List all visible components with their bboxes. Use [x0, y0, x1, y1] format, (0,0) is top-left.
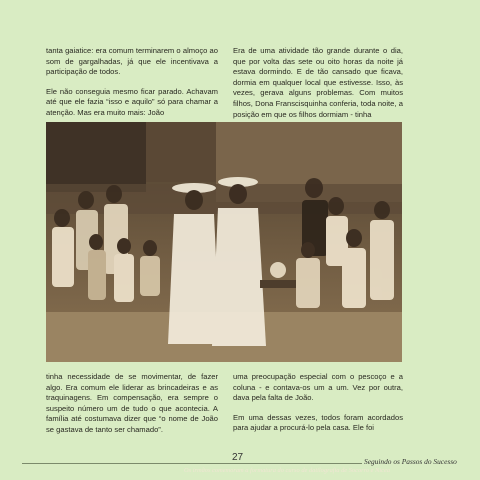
- photo-caption: Os irmãos comemoram a formatura do curso de datilografia de Socorro e Nicea: [184, 467, 391, 474]
- text-column-bottom-right: [233, 372, 403, 443]
- paragraph: Era de uma atividade tão grande durante o dia, que por volta das sete ou oito horas da noite já estava dormindo. E de tão cansado que ficava, dormia em qualquer local que estivesse. Isso, às vezes, gerava alguns problemas. Com muitos filhos, Dona Franscisquinha conferia, toda noite, a posição em que os filhos dormiam - tinha: [233, 46, 403, 119]
- text-column-top-right: [233, 46, 403, 129]
- footer-rule: [22, 463, 362, 464]
- family-photo-illustration: [46, 122, 402, 362]
- paragraph: tinha necessidade de se movimentar, de fazer algo. Era comum ele liderar as brincadeiras e as traquinagens. Em compensação, era sempre o suspeito número um de tudo o que acontecia. A família até costumava dizer que “o nome de João se gastava de tanto ser chamado”.: [46, 372, 218, 434]
- running-head: Seguindo os Passos do Sucesso: [364, 457, 457, 466]
- paragraph: uma preocupação especial com o pescoço e a coluna - e contava-os um a um. Vez por outra, dava pela falta de João.: [233, 372, 403, 403]
- text-column-bottom-left: [46, 372, 218, 445]
- page-number: 27: [232, 452, 244, 463]
- text-column-top-left: [46, 46, 218, 128]
- paragraph: tanta gaiatice: era comum terminarem o almoço ao som de gargalhadas, já que ele incentivava a participação de todos.: [46, 46, 218, 77]
- paragraph: Em uma dessas vezes, todos foram acordados para ajudar a procurá-lo pela casa. Ele foi: [233, 412, 403, 433]
- paragraph: Ele não conseguia mesmo ficar parado. Achavam até que ele fazia “isso e aquilo” só para chamar a atenção. Mas era muito mais: João: [46, 86, 218, 117]
